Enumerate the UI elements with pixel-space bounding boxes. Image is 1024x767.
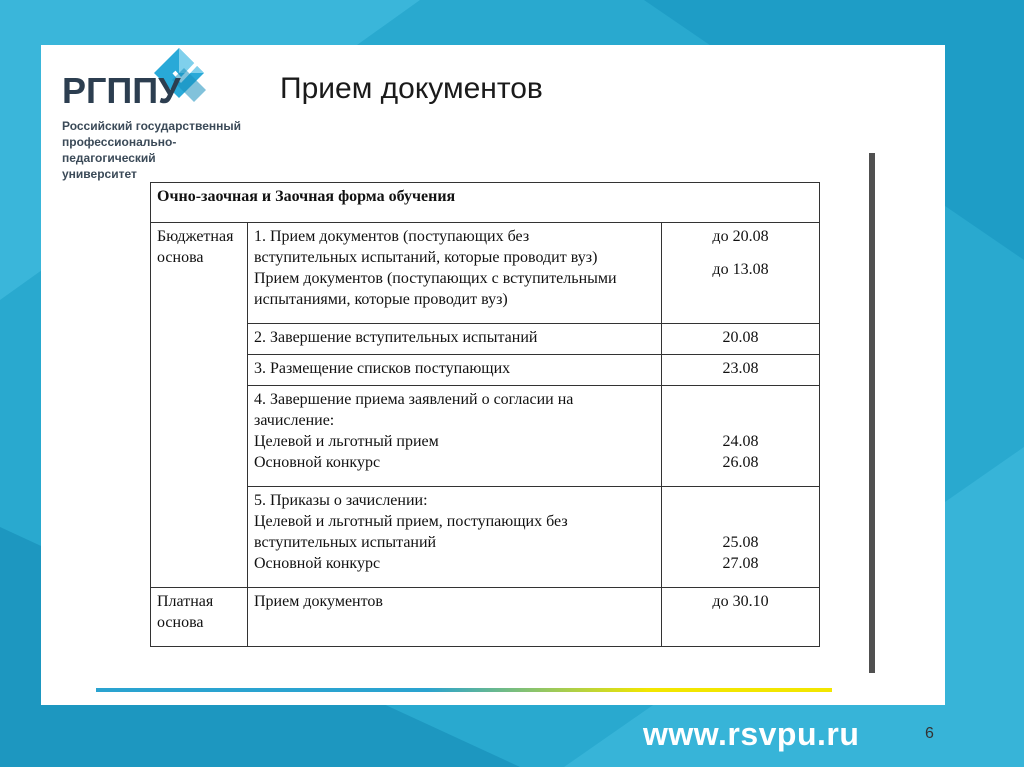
step-cell: 1. Прием документов (поступающих без вступительных испытаний, которые проводит вуз) Прием документов (поступающих с вступительными испытаниями, которые проводит вуз) <box>248 223 662 324</box>
table-row <box>151 588 820 647</box>
table-header-row <box>151 183 820 223</box>
table-row <box>151 323 820 354</box>
table-row <box>151 386 820 487</box>
step-cell: 5. Приказы о зачислении: Целевой и льготный прием, поступающих без вступительных испытаний Основной конкурс <box>248 487 662 588</box>
budget-basis-cell: Бюджетная основа <box>151 223 248 588</box>
table-row <box>151 487 820 588</box>
date-cell: до 20.08 до 13.08 <box>662 223 820 324</box>
logo-university-name: Российский государственный профессионально-педагогический университет <box>62 119 241 181</box>
table-row <box>151 355 820 386</box>
footer-accent-line <box>96 688 832 692</box>
paid-basis-cell: Платная основа <box>151 588 248 647</box>
step-cell: 3. Размещение списков поступающих <box>248 355 662 386</box>
date-cell: 25.08 27.08 <box>662 487 820 588</box>
page-title: Прием документов <box>280 72 543 105</box>
logo-abbreviation: РГППУ <box>62 70 181 111</box>
step-cell: 4. Завершение приема заявлений о согласии на зачисление: Целевой и льготный прием Основной конкурс <box>248 386 662 487</box>
step-cell: Прием документов <box>248 588 662 647</box>
date-cell: 24.08 26.08 <box>662 386 820 487</box>
vertical-divider <box>869 153 875 673</box>
website-link[interactable]: www.rsvpu.ru <box>643 716 860 752</box>
admission-schedule-table <box>150 182 820 647</box>
table-row <box>151 223 820 324</box>
date-cell: 23.08 <box>662 355 820 386</box>
date-cell: до 30.10 <box>662 588 820 647</box>
step-cell: 2. Завершение вступительных испытаний <box>248 323 662 354</box>
page-number: 6 <box>925 725 934 742</box>
table-header: Очно-заочная и Заочная форма обучения <box>151 183 820 223</box>
university-logo <box>62 46 262 181</box>
date-cell: 20.08 <box>662 323 820 354</box>
